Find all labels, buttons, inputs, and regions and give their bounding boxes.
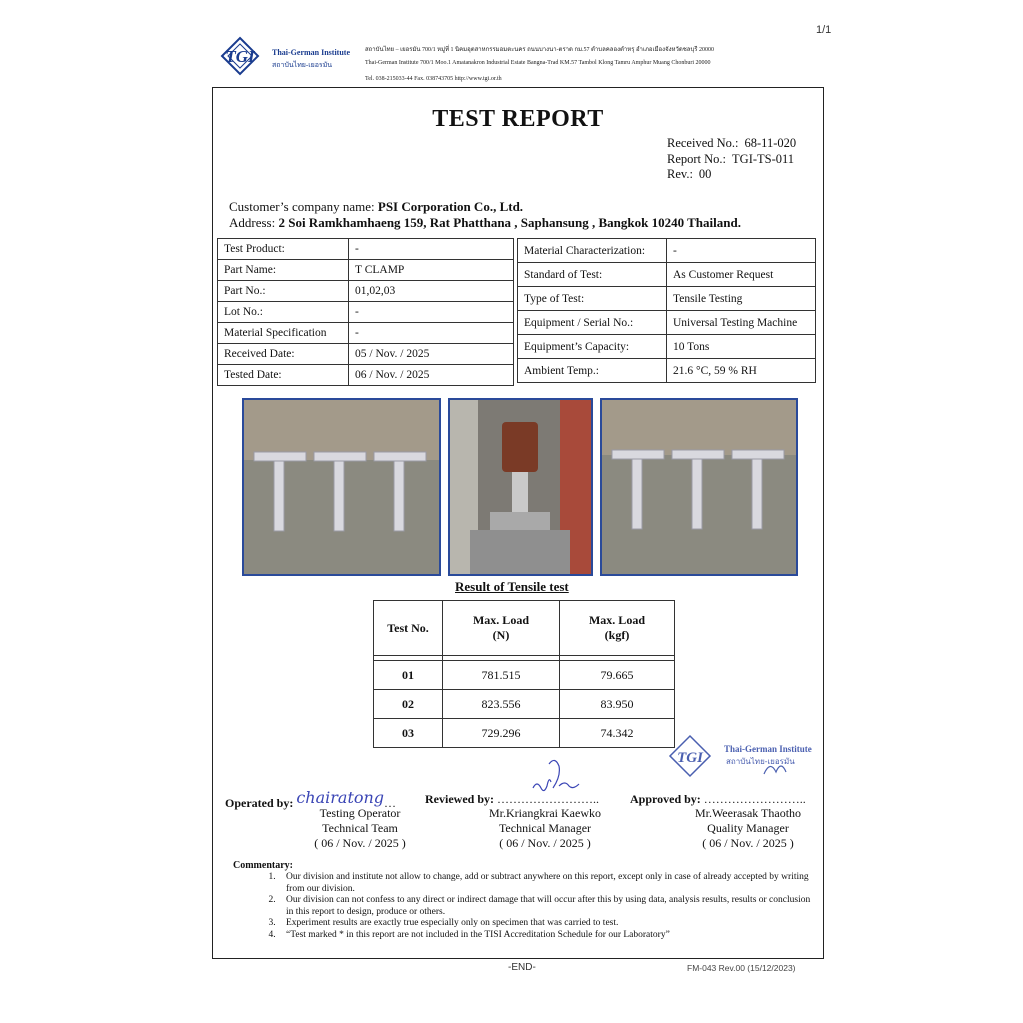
page-counter: 1/1 (816, 24, 832, 36)
table-row: 01 781.515 79.665 (374, 661, 675, 690)
info-row: Equipment / Serial No.: Universal Testing Machine (518, 311, 816, 335)
operator-signature: chairatong (296, 788, 385, 807)
tgi-logo (212, 36, 268, 76)
report-references (667, 136, 796, 183)
end-marker: -END- (508, 962, 536, 973)
address-en: Thai-German Institute 700/1 Moo.1 Amatanakron Industrial Estate Bangna-Trad KM.57 Tambol Klong Tamru Amphur Muang Chonburi 20000 (365, 60, 711, 66)
results-table (373, 600, 675, 748)
report-title: TEST REPORT (432, 106, 604, 132)
info-row: Ambient Temp.: 21.6 °C, 59 % RH (518, 359, 816, 383)
table-row: 02 823.556 83.950 (374, 690, 675, 719)
info-row: Tested Date: 06 / Nov. / 2025 (218, 365, 514, 386)
list-item: 2. Our division can not confess to any direct or indirect damage that will occur after this by using data, analysis results, results or conclusion in this report to design, produce or others. (278, 895, 818, 918)
info-row: Material Specification - (218, 323, 514, 344)
operator-details: Testing Operator Technical Team ( 06 / Nov. / 2025 ) (314, 806, 406, 850)
reviewer-details: Mr.Kriangkrai Kaewko Technical Manager ( 06 / Nov. / 2025 ) (489, 806, 601, 850)
svg-text:Thai-German Institute: Thai-German Institute (724, 744, 812, 754)
svg-text:TGI: TGI (225, 47, 255, 66)
customer-block (229, 199, 741, 231)
info-row: Type of Test: Tensile Testing (518, 287, 816, 311)
info-row: Material Characterization: - (518, 239, 816, 263)
revision: Rev.: 00 (667, 167, 712, 181)
contact-line: Tel. 038-215033-44 Fax. 038743705 http://www.tgi.or.th (365, 76, 502, 82)
customer-company: Customer’s company name: PSI Corporation Co., Ltd. (229, 199, 524, 214)
table-row: 03 729.296 74.342 (374, 719, 675, 748)
form-number: FM-043 Rev.00 (15/12/2023) (687, 963, 796, 973)
customer-address: Address: 2 Soi Ramkhamhaeng 159, Rat Phatthana , Saphansung , Bangkok 10240 Thailand. (229, 215, 741, 230)
results-title: Result of Tensile test (455, 579, 569, 594)
info-row: Equipment’s Capacity: 10 Tons (518, 335, 816, 359)
list-item: 1. Our division and institute not allow to change, add or subtract anywhere on this report, except only in case of already accepted by writing from our division. (278, 872, 818, 895)
tensile-machine-photo (448, 398, 593, 576)
operated-by: Operated by: chairatong… (225, 788, 397, 810)
specimens-photo-after (600, 398, 798, 576)
report-no: Report No.: TGI-TS-011 (667, 151, 795, 166)
svg-text:TGI: TGI (677, 750, 703, 766)
info-row: Part No.: 01,02,03 (218, 281, 514, 302)
sample-info-table (217, 238, 514, 386)
commentary-list (233, 872, 818, 942)
institute-name-en: Thai-German Institute (272, 48, 350, 57)
approver-details: Mr.Weerasak Thaotho Quality Manager ( 06 / Nov. / 2025 ) (694, 806, 802, 850)
commentary-heading: Commentary: (233, 860, 293, 871)
info-row: Standard of Test: As Customer Request (518, 263, 816, 287)
received-no: Received No.: 68-11-020 (667, 136, 797, 150)
test-info-table (517, 238, 816, 383)
info-row: Part Name: T CLAMP (218, 260, 514, 281)
list-item: 4. “Test marked * in this report are not included in the TISI Accreditation Schedule for our Laboratory” (278, 930, 818, 942)
info-row: Test Product: - (218, 239, 514, 260)
svg-text:สถาบันไทย-เยอรมัน: สถาบันไทย-เยอรมัน (726, 757, 795, 766)
results-header-row: Test No. Max. Load (N) Max. Load (kgf) (374, 601, 675, 656)
reviewer-signature (525, 756, 585, 796)
info-row: Received Date: 05 / Nov. / 2025 (218, 344, 514, 365)
approved-by: Approved by: …………………….. (630, 792, 806, 806)
reviewed-by: Reviewed by: …………………….. (425, 792, 599, 806)
institute-stamp (668, 734, 828, 782)
specimens-photo-before (242, 398, 441, 576)
list-item: 3. Experiment results are exactly true especially only on specimen that was carried to test. (278, 918, 818, 930)
address-th: สถาบันไทย – เยอรมัน 700/1 หมู่ที่ 1 นิคมอุตสาหกรรมอมตะนคร ถนนบางนา-ตราด กม.57 ตำบลคลองตำหรุ อำเภอเมืองจังหวัดชลบุรี 20000 (365, 47, 715, 53)
info-row: Lot No.: - (218, 302, 514, 323)
institute-name-th: สถาบันไทย-เยอรมัน (272, 61, 333, 69)
